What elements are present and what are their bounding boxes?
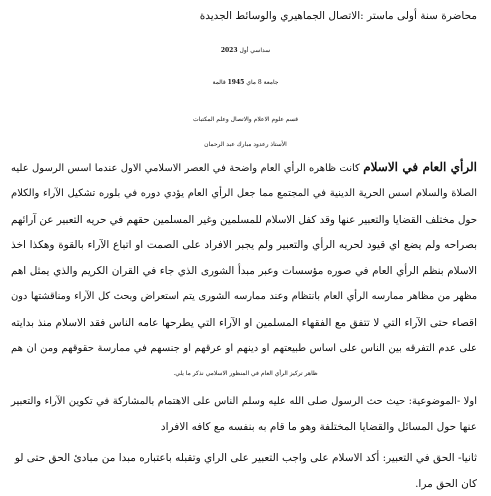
point-two-line: كان الحق مرا. (415, 478, 477, 490)
paragraph-line: ظاهر تركيز الرأي العام في المنظور الاسلامي نذكر ما يلي. (173, 370, 318, 377)
paragraph-line: اقصاء حتى الآراء التي لا تتفق مع الفقهاء المسلمين او الآراء التي يطرحها عامه الناس فقد الاسلام منذ بدايته (11, 317, 477, 329)
professor-name: الأستاذ رعدود مبارك عبد الرحمان (204, 141, 287, 148)
university-year: 1945 (227, 79, 245, 86)
paragraph-line: بصراحه ولم يضع اي قيود لحريه الرأي والتعبير ولم يجبر الافراد على الصمت او اتباع الآراء بالقوة وهكذا اخذ (11, 239, 477, 251)
section-heading: الرأي العام في الاسلام (363, 160, 478, 174)
semester-label: سداسي أول (239, 47, 271, 54)
paragraph-line (11, 160, 477, 176)
paragraph-line: الصلاة والسلام اسس الحرية الدينية في المجتمع مما جعل الرأي العام يؤدي دوره في بلوره تشكيل الآراء والكلام (11, 188, 477, 199)
paragraph-line: الاسلام بنظم الرأي العام في صوره مؤسسات وعبر مبدأ الشورى الذي جاء في القران الكريم والذي يمثل اهم (11, 265, 477, 277)
lecture-title: محاضرة سنة أولى ماستر :الاتصال الجماهيري والوسائط الجديدة (199, 10, 477, 22)
point-one-line: عنها حول المسائل والقضايا المختلفة وهو ما قام به بنفسه مع كافه الافراد (160, 421, 477, 433)
point-two-line: ثانيا- الحق في التعبير: أكد الاسلام على واجب التعبير على الراي وتقبله باعتباره مبدا من مبادئ الحق حتى لو (14, 452, 477, 464)
university-city: قالمة (212, 79, 226, 86)
semester-line (0, 42, 491, 60)
semester-year: 2023 (220, 47, 238, 54)
paragraph-line: حول مختلف القضايا والتعبير عنها وقد كفل الاسلام للمسلمين وغير المسلمين حقهم في حريه التعبير عن آرائهم (11, 214, 477, 226)
paragraph-line: مظهر من مظاهر ممارسه الرأي العام بانتظام وعند ممارسه الشورى يتم استعراض وبحث كل الآراء ومناقشتها دون (11, 291, 477, 302)
department-name: قسم علوم الاعلام والاتصال وعلم المكتبات (193, 116, 298, 123)
paragraph-line-text: كانت ظاهره الرأي العام واضحة في العصر الاسلامي الاول عندما اسس الرسول عليه (11, 163, 360, 174)
university-line (0, 74, 491, 92)
university-prefix: جامعة 8 ماي (246, 79, 279, 86)
paragraph-line: على عدم التفرقه بين الناس على اساس طبيعتهم او دينهم او عرقهم او جنسهم في ممارسة حقوقهم ومن ان هم (11, 343, 477, 354)
point-one-line: اولا -الموضوعية: حيث حث الرسول صلى الله عليه وسلم الناس على الاهتمام بالمشاركة في تكوين الآراء والتعبير (11, 396, 477, 407)
